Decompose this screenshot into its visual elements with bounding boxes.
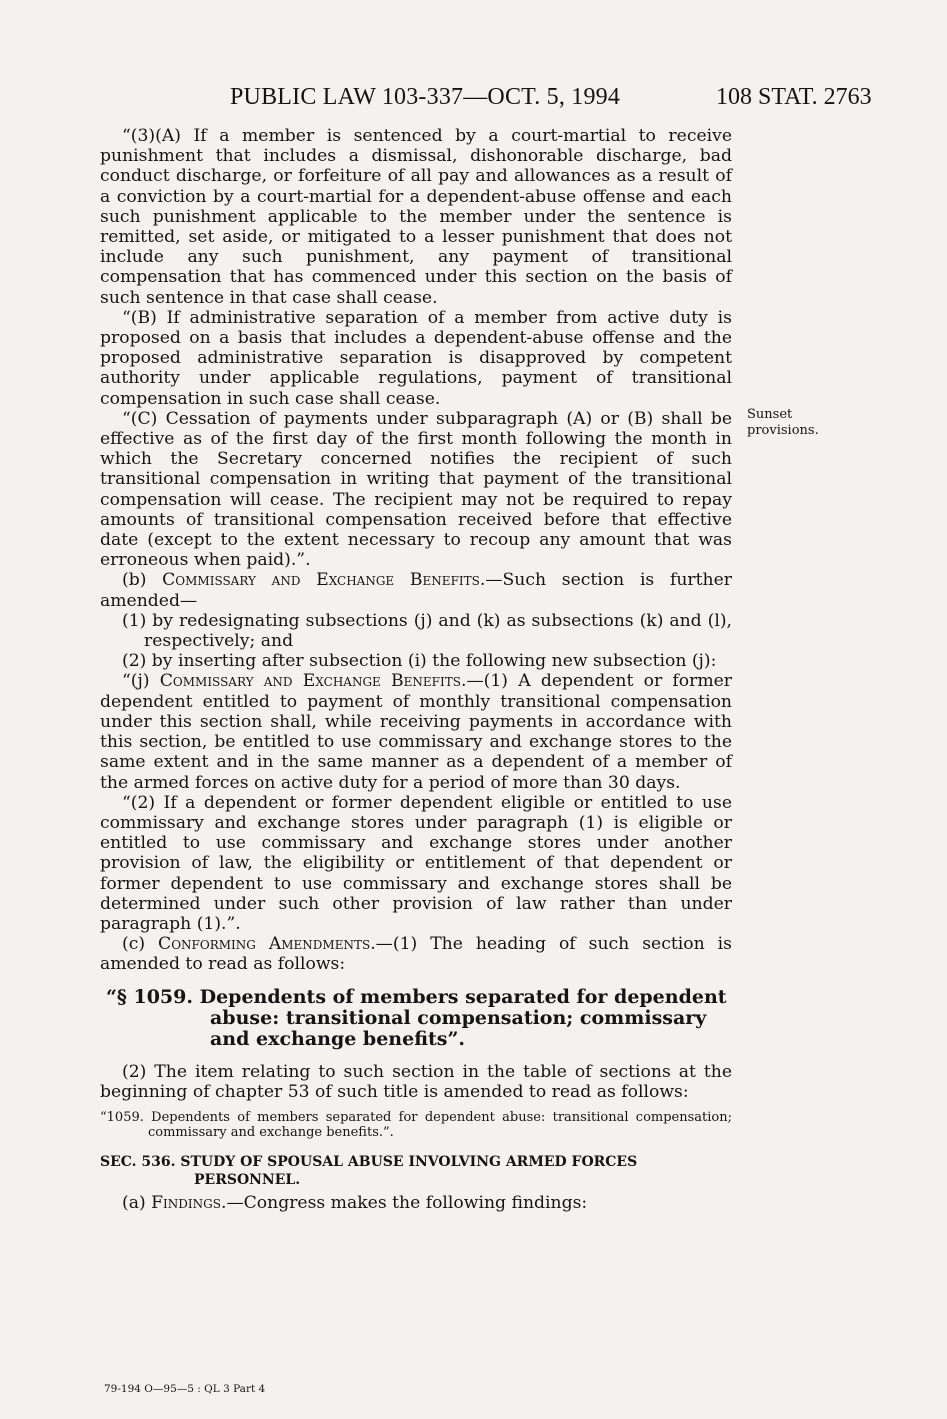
subsection-j-caption: Commissary and Exchange Benefits. (159, 671, 467, 692)
body-text (100, 126, 732, 1213)
section-heading-text: Dependents of members separated for dependent abuse: transitional compensation; commissary and exchange benefits”. (199, 985, 727, 1050)
amendment-item-1: (1) by redesignating subsections (j) and (k) as subsections (k) and (l), respectively; and (122, 610, 732, 652)
table-of-sections-item: “1059. Dependents of members separated for dependent abuse: transitional compensation; commissary and exchange benefits.”. (100, 1109, 732, 1141)
amendment-item-2: (2) by inserting after subsection (i) the following new subsection (j): (122, 651, 717, 672)
subsection-c-text: —(1) The heading of such section is amended to read as follows: (100, 934, 732, 975)
paragraph-c2-table: (2) The item relating to such section in the table of sections at the beginning of chapter 53 of such title is amended to read as follows: (100, 1061, 732, 1102)
subsection-a-findings (100, 1193, 732, 1213)
subsection-j-text: —(1) A dependent or former dependent entitled to payment of monthly transitional compensation under this section shall, while receiving payments in accordance with this section, be entitled to use commissary and exchange stores to the same extent and in the same manner as a dependent of a member of the armed forces on active duty for a period of more than 30 days. (100, 671, 733, 793)
subsection-b-commissary (100, 570, 732, 610)
subsection-c-caption: Conforming Amendments. (158, 934, 376, 955)
sec-536-title: SEC. 536. STUDY OF SPOUSAL ABUSE INVOLVING ARMED FORCES PERSONNEL. (100, 1153, 638, 1188)
paragraph-b-admin-separation: “(B) If administrative separation of a member from active duty is proposed on a basis that includes a dependent-abuse offense and the proposed administrative separation is disapproved by competent authority under applicable regulations, payment of transitional compensation in such case shall cease. (100, 307, 732, 409)
subsection-j-commissary (100, 671, 732, 792)
findings-text: —Congress makes the following findings: (226, 1192, 588, 1213)
paragraph-j2: “(2) If a dependent or former dependent eligible or entitled to use commissary and exchange stores under paragraph (1) is eligible or entitled to use commissary and exchange stores under another provision of law, the eligibility or entitlement of that dependent or former dependent to use commissary and exchange stores shall be determined under such other provision of law rather than under paragraph (1).”. (100, 792, 732, 934)
running-header-stat: 108 STAT. 2763 (716, 84, 872, 110)
print-footer: 79-194 O—95—5 : QL 3 Part 4 (104, 1383, 266, 1395)
findings-caption: Findings. (151, 1192, 227, 1213)
subsection-c-conforming (100, 934, 732, 974)
paragraph-3a: “(3)(A) If a member is sentenced by a court-martial to receive punishment that includes a dismissal, dishonorable discharge, bad conduct discharge, or forfeiture of all pay and allowances as a result of a conviction by a court-martial for a dependent-abuse offense and each such punishment applicable to the member under the sentence is remitted, set aside, or mitigated to a lesser punishment that does not include any such punishment, any payment of transitional compensation that has commenced under this section on the basis of such sentence in that case shall cease. (100, 126, 732, 308)
running-header-title: PUBLIC LAW 103-337—OCT. 5, 1994 (230, 84, 621, 110)
subsection-j-lead: “(j) (122, 671, 160, 692)
section-heading-1059 (100, 987, 732, 1050)
subsection-c-lead: (c) (122, 934, 159, 955)
margin-note: Sunset provisions. (747, 407, 819, 438)
paragraph-c-cessation: “(C) Cessation of payments under subparagraph (A) or (B) shall be effective as of the first day of the first month following the month in which the Secretary concerned notifies the recipient of such transitional compensation in writing that payment of the transitional compensation will cease. The recipient may not be required to repay amounts of transitional compensation received before that effective date (except to the extent necessary to recoup any amount that was erroneous when paid).”. (100, 408, 732, 571)
subsection-b-text: —Such section is further amended— (100, 570, 732, 611)
subsection-b-lead: (b) (122, 570, 163, 591)
subsection-b-caption: Commissary and Exchange Benefits. (162, 570, 486, 591)
findings-lead: (a) (122, 1192, 152, 1213)
section-heading-number: “§ 1059. (106, 985, 193, 1008)
